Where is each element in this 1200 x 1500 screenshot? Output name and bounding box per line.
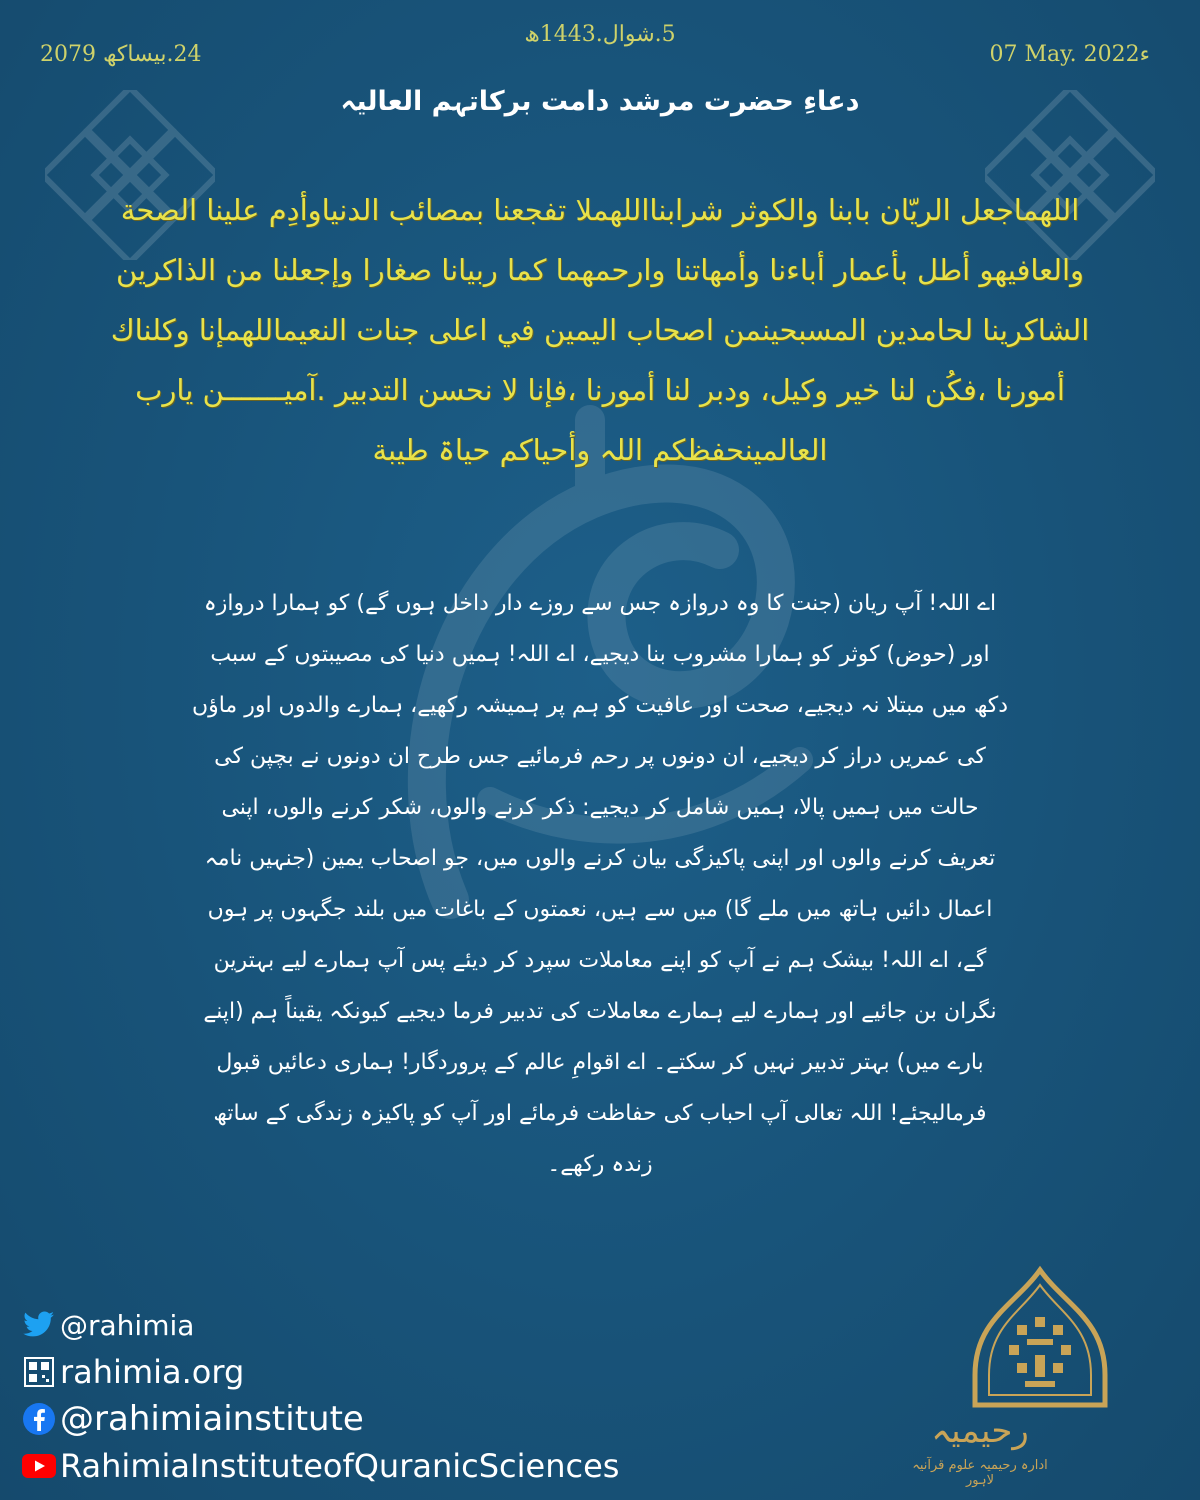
arabic-dua-text: اللھماجعل الريّان بابنا والکوثر شرابنااللھملا تفجعنا بمصائب الدنیاوأدِم علینا الصحة والعافیهو أطل بأعمار أباءنا وأمهاتنا وارحمهما كما ربيانا صغارا وإجعلنا من الذاكرين الشاكرينا لحامدين المسبحينمن اصحاب اليمين في اعلی جنات النعيماللهمإنا وكلناك أمورنا ،فكُن لنا خير وکیل، ودبر لنا أمورنا ،فإنا لا نحسن التدبير .آمیـــــــن یارب العالمینحفظکم اللہ وأحیاکم حیاۃ طیبة [110, 193, 1090, 467]
twitter-handle: @rahimia [60, 1308, 195, 1342]
rahimia-logo [905, 1265, 1175, 1490]
website-url: rahimia.org [60, 1353, 245, 1391]
bikrami-date: 24.بیساکھ 2079 [40, 42, 202, 67]
urdu-translation-text: اے اللہ! آپ ریان (جنت کا وہ دروازہ جس سے روزے دار داخل ہوں گے) کو ہمارا دروازہ اور (حوض) کوثر کو ہمارا مشروب بنا دیجیے، اے اللہ! ہمیں دنیا کی مصیبتوں کے سبب دکھ میں مبتلا نہ دیجیے، صحت اور عافیت کو ہم پر ہمیشہ رکھیے، ہمارے والدوں اور ماؤں کی عمریں دراز کر دیجیے، ان دونوں پر رحم فرمائیے جس طرح ان دونوں نے بچپن کی حالت میں ہمیں پالا، ہمیں شامل کر دیجیے: ذکر کرنے والوں، شکر کرنے والوں، اپنی تعریف کرنے والوں اور اپنی پاکیزگی بیان کرنے والوں میں، جو اصحاب یمین (جنہیں نامہ اعمال دائیں ہاتھ میں ملے گا) میں سے ہیں، نعمتوں کے باغات میں بلند جگہوں پر ہوں گے، اے اللہ! بیشک ہم نے آپ کو اپنے معاملات سپرد کر دیئے پس آپ ہمارے لیے بہترین نگران بن جائیے اور ہمارے لیے ہمارے معاملات کی تدبیر فرما دیجیے کیونکہ یقیناً ہم (اپنے بارے میں) بہتر تدبیر نہیں کر سکتے۔ اے اقوامِ عالم کے پروردگار! ہماری دعائیں قبول فرمالیجئے! اللہ تعالی آپ احباب کی حفاظت فرمائے اور آپ کو پاکیزہ زندگی کے ساتھ زندہ رکھے۔ [191, 591, 1009, 1177]
website-link[interactable] [22, 1352, 722, 1392]
twitter-bird-icon [22, 1308, 56, 1342]
facebook-handle: @rahimiainstitute [60, 1399, 364, 1439]
logo-subtitle: ادارہ رحیمیہ علوم قرآنیہ لاہور [912, 1458, 1048, 1488]
page-title: دعاءِ حضرت مرشد دامت برکاتہم العالیہ [340, 86, 860, 117]
qr-code-icon [22, 1355, 56, 1389]
hijri-date: 5.شوال.1443ھ [524, 22, 676, 47]
social-links [22, 1305, 722, 1493]
youtube-link[interactable] [22, 1446, 722, 1486]
youtube-channel: RahimiaInstituteofQuranicSciences [60, 1447, 620, 1485]
facebook-link[interactable] [22, 1399, 722, 1439]
youtube-icon [22, 1449, 56, 1483]
twitter-link[interactable] [22, 1305, 722, 1345]
gregorian-date: 07 May. 2022ء [989, 42, 1150, 67]
logo-name: رحیمیہ [931, 1411, 1029, 1451]
facebook-icon [22, 1402, 56, 1436]
